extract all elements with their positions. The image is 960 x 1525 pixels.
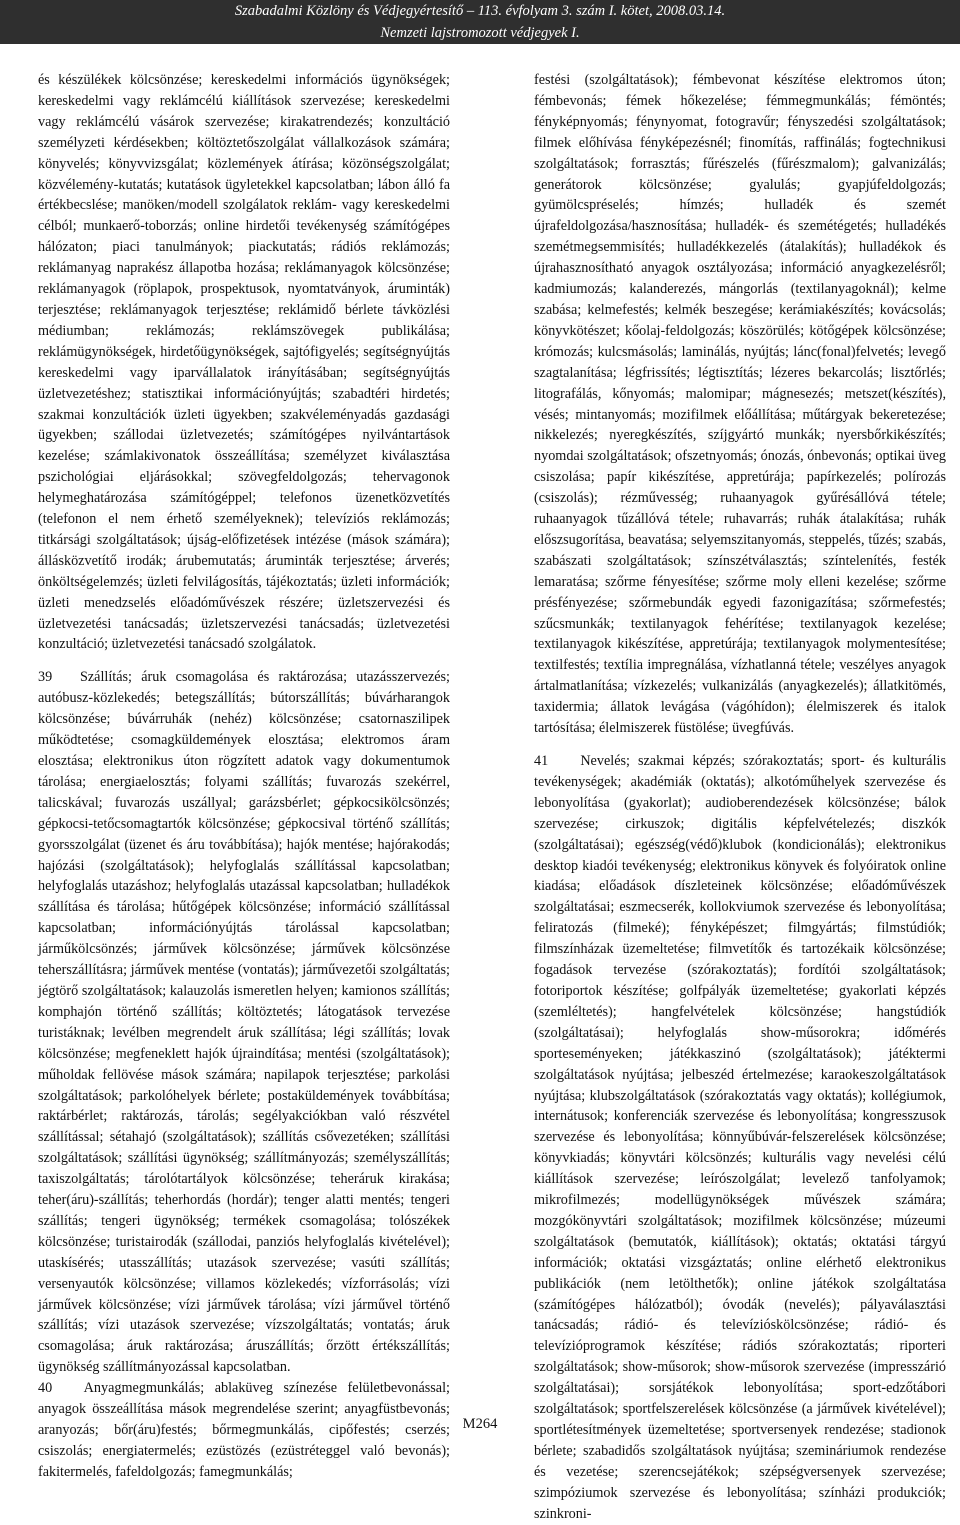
page-number: M264 <box>462 1416 498 1432</box>
class-38-continuation: és készülékek kölcsönzése; kereskedelmi információs ügynökségek; kereskedelmi vagy reklámcélú kiállítások szervezése; kereskedelmi vagy reklámcélú vásárok szervezése; kirakatrendezés; konzultáció személyzeti kérdésekben; költöztetőszolgálat vállalkozások számára; könyvelés; könyvvizsgálat; közlemények átírása; közönségszolgálat; közvélemény-kutatás; kutatások ügyletekkel kapcsolatban; lábon álló fa értékbecslése; manöken/modell szolgálatok reklám- vagy kereskedelmi célból; munkaerő-toborzás; online hirdetői tevékenység számítógépes hálózaton; piaci tanulmányok; piackutatás; rádiós reklámozás; reklámanyag naprakész állapotba hozása; reklámanyagok kölcsönzése; reklámanyagok (röplapok, prospektusok, nyomtatványok, áruminták) terjesztése; reklámanyagok terjesztése; reklámidő bérlete távközlési médiumban; reklámozás; reklámszövegek publikálása; reklámügynökségek, hirdetőügynökségek, sajtófigyelés; segítségnyújtás kereskedelmi vagy iparvállalatok irányításában; segítségnyújtás üzletvezetéshez; statisztikai információnyújtás; szabadtéri hirdetés; szakmai konzultációk üzleti ügyekben; szakvéleményadás gazdasági ügyekben; szállodai üzletvezetés; számítógépes nyilvántartások kezelése; számlakivonatok összeállítása; személyzet kiválasztása pszichológiai eljárásokkal; szövegfeldolgozás; tehervagonok helymeghatározása számítógéppel; telefonos üzenetközvetítés (telefonon el nem érhető személyeknek); televíziós reklámozás; titkársági szolgáltatások; újság-előfizetések intézése (mások számára); állásközvetítő irodák; árubemutatás; áruminták terjesztése; árverés; önköltségelemzés; üzleti felvilágosítás, tájékoztatás; üzleti információk; üzleti menedzselés előadóművészek részére; üzletszervezési és üzletvezetési tanácsadás; üzletszervezési tanácsadás; üzletvezetési konzultáció; üzletvezetési tanácsadó szolgálatok. <box>38 72 450 653</box>
class-41-entry <box>534 751 946 1525</box>
class-39-number: 39 <box>38 669 53 686</box>
left-column <box>38 70 450 1483</box>
class-39-text: Szállítás; áruk csomagolása és raktározása; utazásszervezés; autóbusz-közlekedés; betegszállítás; bútorszállítás; búvárharangok kölcsönzése; búvárruhák (nehéz) kölcsönzése; csatornaszilipek működtetése; csomagküldemények elosztása; elektromos áram elosztása; elektronikus úton rögzített adatok vagy dokumentumok tárolása; energiaelosztás; folyami szállítás; fuvarozás szekérrel, talicskával; fuvarozás uszállyal; garázsbérlet; gépkocsikölcsönzés; gépkocsi-tetőcsomagtartók kölcsönzése; gépkocsival történő szállítás; gyorsszolgálat (üzenet és áru továbbítása); hajók mentése; hajórakodás; hajózási (szolgáltatások); helyfoglalás szállítással kapcsolatban; helyfoglalás utazáshoz; helyfoglalás utazással kapcsolatban; hulladékok szállítása és tárolása; hűtőgépek kölcsönzése; információ szállítással kapcsolatban; információnyújtás tárolással kapcsolatban; járműkölcsönzés; járművek kölcsönzése; járművek kölcsönzése teherszállításra; járművek mentése (vontatás); járművezetői szolgáltatás; jégtörő szolgáltatások; kalauzolás ismeretlen helyen; kamionos szállítás; komphajón történő szállítás; költöztetés; látogatások tervezése turistáknak; levélben megrendelt áruk szállítása; légi szállítás; lovak kölcsönzése; megfeneklett hajók újraindítása; mentési (szolgáltatások); műholdak fellövése mások számára; napilapok terjesztése; parkolási szolgáltatások; parkolóhelyek bérlete; postaküldemények továbbítása; raktárbérlet; raktározás, tárolás; segélyakciókban való részvétel szállítással; sétahajó (szolgáltatások); szállítás csővezetéken; szállítási szolgáltatások; szállítási ügynökség; szállítmányozás; személyszállítás; taxiszolgáltatás; tárolótartályok kölcsönzése; teheráruk kirakása; teher(áru)-szállítás; teherhordás (hordár); tenger alatti mentés; tengeri szállítás; tengeri ügynökség; termékek csomagolása; tolószékek kölcsönzése; turistairodák (szállodai, panziós helyfoglalás kivételével); utaskísérés; utasszállítás; utazások szervezése; vasúti szállítás; versenyautók kölcsönzése; villamos közlekedés; vízforrásolás; vízi járművek kölcsönzése; vízi járművek tárolása; vízi járművel történő szállítás; vízi utazások szervezése; vízszolgáltatás; vontatás; áruk csomagolása; áruk raktározása; áruszállítás; őrzött értékszállítás; ügynökség szállítmányozással kapcsolatban. <box>38 669 451 1376</box>
right-column <box>534 70 946 1525</box>
class-41-number: 41 <box>534 753 549 769</box>
class-40-continuation: festési (szolgáltatások); fémbevonat készítése elektromos úton; fémbevonás; fémek hőkezelése; fémmegmunkálás; fémöntés; fényképnyomás; fénynyomat, fotogravűr; fényszedési szolgáltatások; filmek előhívása fényképezésnél; finomítás, raffinálás; fogtechnikusi szolgáltatások; forrasztás; fűrészelés (fűrészmalom); galvanizálás; generátorok kölcsönzése; gyalulás; gyapjúfeldolgozás; gyümölcspréselés; hímzés; hulladék és szemét újrafeldolgozása/hasznosítása; hulladék- és szemétégetés; hulladékés szemétmegsemmisítés; hulladékkezelés (átalakítás); hulladékok és újrahasznosítható anyagok osztályozása; információ anyagkezelésről; kadmiumozás; kalanderezés, mángorlás (textilanyagoknál); kelme szabása; kelmefestés; kelmék beszegése; kerámiakészítés; kovácsolás; könyvkötészet; kőolaj-feldolgozás; köszörülés; kötőgépek kölcsönzése; krómozás; kulcsmásolás; laminálás, nyújtás; lánc(fonal)felvetés; levegő szagtalanítása; légfrissítés; légtisztítás; lézeres bekarcolás; lisztőrlés; litografálás, kőnyomás; malomipar; mágnesezés; metszet(készítés), vésés; mintanyomás; mozifilmek előállítása; műtárgyak bekeretezése; nikkelezés; nyeregkészítés, szíjgyártó munkák; nyersbőrkikészítés; nyomdai szolgáltatások; ofszetnyomás; ónozás, ónbevonás; optikai üveg csiszolása; papír kikészítése, appretúrája; papírkezelés; polírozás (csiszolás); rézművesség; ruhaanyagok gyűrésállóvá tétele; ruhaanyagok tűzállóvá tétele; ruhavarrás; ruhák átalakítása; ruhák előszsugorítása, beavatása; selyemszitanyomás, steppelés, tűzés; szabás, szabászati szolgáltatások; színszétválasztás; színtelenítés, festék lemaratása; szőrme fényesítése; szőrme moly elleni kezelése; szőrme présfényezése; szőrmebundák egyedi fazonigazítása; szőrmefestés; szűcsmunkák; textilanyagok fehérítése; textilanyagok kezelése; textilanyagok kikészítése, appretúrája; textilanyagok molymentesítése; textilfestés; textília impregnálása, vízhatlanná tétele; veszélyes anyagok ártalmatlanítása; vízkezelés; vulkanizálás (anyagkezelés); állatkitömés, taxidermia; állatok levágása (vágóhídon); élelmiszerek és italok tartósítása; élelmiszerek füstölése; üvegfúvás. <box>534 72 946 737</box>
class-40-text: Anyagmegmunkálás; ablaküveg színezése felületbevonással; anyagok összeállítása mások megrendelése szerint; anyagfüstbevonás; aranyozás; bőr(áru)festés; bőrmegmunkálás, cipőfestés; cserzés; csiszolás; energiatermelés; ezüstözés (ezüstréteggel való bevonás); fakitermelés, fafeldolgozás; famegmunkálás; <box>38 1380 450 1480</box>
class-39-entry <box>38 667 450 1378</box>
page-header <box>0 0 960 44</box>
publication-title: Szabadalmi Közlöny és Védjegyértesítő – 113. évfolyam 3. szám I. kötet, 2008.03.14. <box>0 0 960 24</box>
class-41-text: Nevelés; szakmai képzés; szórakoztatás; sport- és kulturális tevékenységek; akadémiák (oktatás); alkotóműhelyek szervezése és lebonyolítása (gyakorlat); audioberendezések kölcsönzése; bálok szervezése; cirkuszok; digitális képfelvételezés; diszkók (szolgáltatásai); egészség(védő)klubok (kondicionálás); elektronikus desktop kiadói tevékenység; elektronikus könyvek és folyóiratok online kiadása; előadások díszleteinek kölcsönzése; előadóművészek szolgáltatásai; eszmecserék, kollokviumok szervezése és lebonyolítása; feliratozás (filmeké); fényképészet; filmgyártás; filmstúdiók; filmszínházak üzemeltetése; filmvetítők és tartozékaik kölcsönzése; fogadások tervezése (szórakoztatás); fordítói szolgáltatások; fotoriportok készítése; golfpályák üzemeltetése; gyakorlati képzés (szemléltetés); hangfelvételek kölcsönzése; hangstúdiók (szolgáltatásai); helyfoglalás show-műsorokra; időmérés sporteseményeken; játékkaszinó (szolgáltatások); játéktermi szolgáltatások nyújtása; jelbeszéd értelmezése; karaokeszolgáltatások nyújtása; klubszolgáltatások (szórakoztatás vagy oktatás); kollégiumok, internátusok; konferenciák szervezése és lebonyolítása; kongresszusok szervezése és lebonyolítása; könnyűbúvár-felszerelések kölcsönzése; könyvkiadás; könyvtári kölcsönzés; kulturális vagy nevelési célú kiállítások szervezése; leírószolgálat; levelező tanfolyamok; mikrofilmezés; modellügynökségek művészek számára; mozgókönyvtári szolgáltatások; mozifilmek kölcsönzése; múzeumi szolgáltatások (bemutatók, kiállítások); oktatás; oktatási tárgyú információk; oktatási vizsgáztatás; online elérhető elektronikus publikációk (nem letölthetők); online játékok szolgáltatása (számítógépes hálózatból); óvodák (nevelés); pályaválasztási tanácsadás; rádió- és televízióskölcsönzése; rádió- és televízióprogramok készítése; rádiós szórakoztatás; riporteri szolgáltatások; show-műsorok; show-műsorok szervezése (impresszárió szolgáltatásai); sorsjátékok lebonyolítása; sport-edzőtábori szolgáltatások; sportfelszerelések kölcsönzése (a járművek kivételével); sportlétesítmények üzemeltetése; sportversenyek rendezése; stadionok bérlete; szabadidős szolgáltatások nyújtása; szemináriumok rendezése és vezetése; szerencsejátékok; szépségversenyek szervezése; szimpóziumok szervezése és lebonyolítása; színházi produkciók; szinkroni- <box>534 753 947 1522</box>
class-40-number: 40 <box>38 1380 53 1397</box>
section-title: Nemzeti lajstromozott védjegyek I. <box>0 24 960 44</box>
